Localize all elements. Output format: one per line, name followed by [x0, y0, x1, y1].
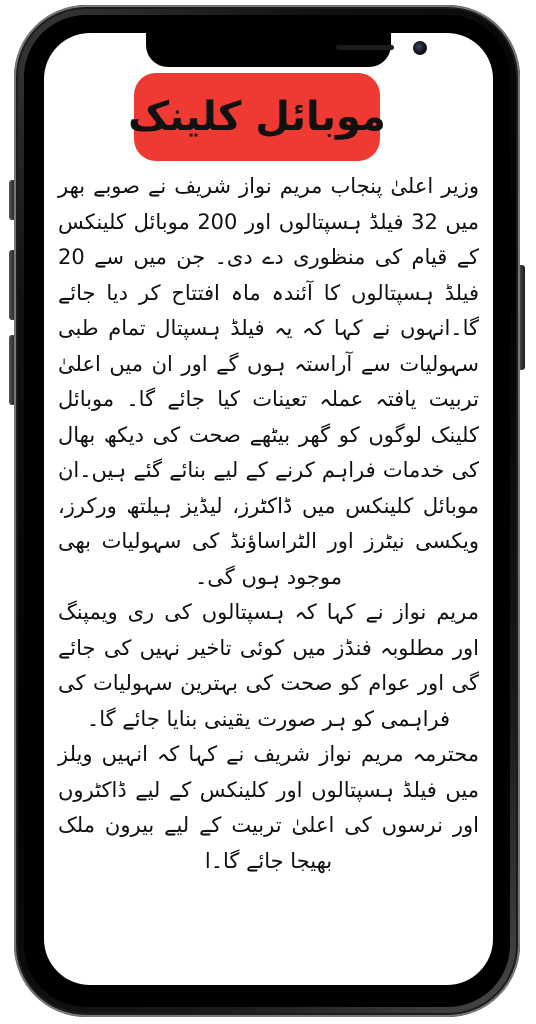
paragraph-3: محترمہ مریم نواز شریف نے کہا کہ انہیں ویلز میں فیلڈ ہسپتالوں اور کلینکس کے لیے ڈاکٹروں اور نرسوں کی اعلیٰ تربیت کے لیے بیرون ملک بھیجا جائے گا۔ا: [58, 742, 479, 873]
speaker-grille: [336, 45, 394, 50]
title-banner: [128, 73, 386, 161]
article-body: [58, 169, 479, 879]
page-title: موبائل کلینک: [128, 94, 386, 140]
notch: [146, 33, 391, 67]
paragraph-2: مریم نواز نے کہا کہ ہسپتالوں کی ری ویمپنگ اور مطلوبہ فنڈز میں کوئی تاخیر نہیں کی جائے گی اور عوام کو صحت کی بہترین سہولیات کی فراہمی کو ہر صورت یقینی بنایا جائے گا۔: [58, 600, 479, 731]
front-camera-icon: [413, 41, 427, 55]
paragraph-1: وزیر اعلیٰ پنجاب مریم نواز شریف نے صوبے بھر میں 32 فیلڈ ہسپتالوں اور 200 موبائل کلینکس کے قیام کی منظوری دے دی۔ جن میں سے 20 فیلڈ ہسپتالوں کا آئندہ ماہ افتتاح کر دیا جائے گا۔انہوں نے کہا کہ یہ فیلڈ ہسپتال تمام طبی سہولیات سے آراستہ ہوں گے اور ان میں اعلیٰ تربیت یافتہ عملہ تعینات کیا جائے گا۔ موبائل کلینک لوگوں کو گھر بیٹھے صحت کی دیکھ بھال کی خدمات فراہم کرنے کے لیے بنائے گئے ہیں۔ان موبائل کلینکس میں ڈاکٹرز، لیڈیز ہیلتھ ورکرز، ویکسی نیٹرز اور الٹراساؤنڈ کی سہولیات بھی موجود ہوں گی۔: [58, 174, 480, 589]
phone-screen: [44, 33, 493, 985]
